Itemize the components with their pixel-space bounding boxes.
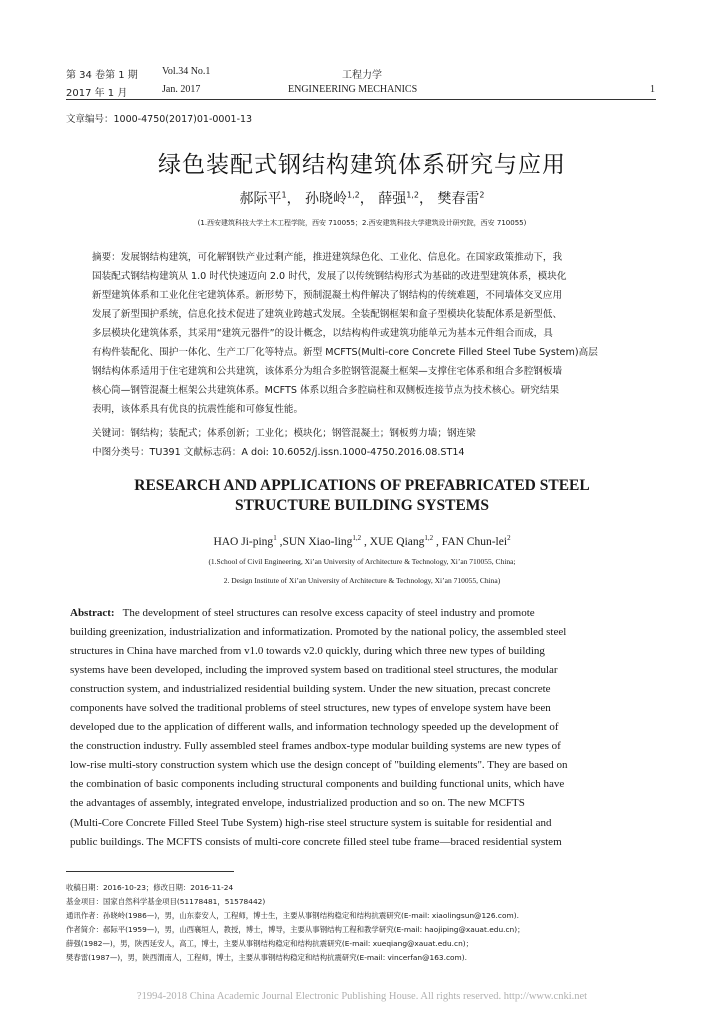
abstract-en-line: the advantages of assembly, integrated envelope, industrialized production and so on. The new MCFTS — [70, 797, 525, 810]
footnote-corresponding: 通讯作者：孙晓岭(1986—)，男，山东泰安人，工程师，博士生，主要从事钢结构稳定和结构抗震研究(E-mail: xiaolingsun@126.com). — [66, 911, 519, 920]
footnote-rule — [66, 871, 234, 872]
abstract-cn-line: 多层模块化建筑体系，其采用“建筑元器件”的设计概念，以结构构件或建筑功能单元为基本元件组合而成，具 — [92, 328, 553, 339]
abstract-en-line: systems have been developed, including the improved system based on traditional steel structures, the modular — [70, 664, 558, 677]
abstract-en — [70, 604, 657, 852]
abstract-cn-line: 发展了新型围护系统，信息化技术促进了建筑业跨越式发展。全装配钢框架和盒子型模块化装配体系是新型低、 — [92, 309, 563, 320]
author-en: SUN Xiao-ling — [282, 535, 353, 548]
header-rule — [66, 99, 656, 100]
abstract-cn-line: 核心筒—钢管混凝土框架公共建筑体系。MCFTS 体系以组合多腔扁柱和双侧板连接节点为技术核心。研究结果 — [92, 385, 560, 396]
author-cn: 郝际平 — [239, 191, 282, 207]
footnote-author-bio: 樊春雷(1987—)，男，陕西渭南人，工程师，博士，主要从事钢结构稳定和结构抗震研究(E-mail: vincerfan@163.com). — [66, 953, 467, 962]
author-separator: ， — [286, 191, 301, 207]
affiliation-en-1: (1.School of Civil Engineering, Xi’an University of Architecture & Technology, Xi’an 710055, China; — [208, 557, 516, 566]
author-en: HAO Ji-ping — [213, 535, 274, 548]
author-sup: 1,2 — [406, 190, 419, 200]
header-date-en: Jan. 2017 — [162, 84, 201, 95]
header-journal-en: ENGINEERING MECHANICS — [288, 84, 418, 95]
authors-cn — [0, 188, 724, 208]
abstract-en-line: (Multi-Core Concrete Filled Steel Tube System) high-rise steel structure system is suitable for residential and — [70, 816, 552, 829]
abstract-en-line: developed due to the application of different walls, and information technology speeded up the development of — [70, 721, 559, 734]
author-sup: 1 — [273, 534, 277, 542]
keywords-cn: 关键词：钢结构；装配式；体系创新；工业化；模块化；钢管混凝土；钢板剪力墙；钢连梁 — [92, 428, 476, 439]
abstract-cn-line: 国装配式钢结构建筑从 1.0 时代快速迈向 2.0 时代，发展了以传统钢结构形式为基础的改进型建筑体系，模块化 — [92, 271, 567, 282]
header-volume-en: Vol.34 No.1 — [162, 66, 211, 77]
footnote-author-bio: 薛强(1982—)，男，陕西延安人，高工，博士，主要从事钢结构稳定和结构抗震研究(E-mail: xueqiang@xauat.edu.cn)； — [66, 939, 474, 948]
affiliation-en-2: 2. Design Institute of Xi’an University of Architecture & Technology, Xi’an 710055, China) — [223, 576, 501, 585]
abstract-cn-line: 表明，该体系具有优良的抗震性能和可修复性能。 — [92, 404, 304, 415]
authors-en: HAO Ji-ping$^1$ ,SUN Xiao-ling$^{1,2}$ , XUE Qiang$^{1,2}$ , FAN Chun-lei$^2$ — [213, 534, 511, 548]
author-sup: 1,2 — [424, 534, 434, 542]
footnote-author-bio: 作者简介：郝际平(1959—)，男，山西襄垣人，教授，博士，博导，主要从事钢结构工程和教学研究(E-mail: haojiping@xauat.edu.cn)； — [66, 925, 525, 934]
footnote-funding: 基金项目：国家自然科学基金项目(51178481，51578442) — [66, 897, 266, 906]
header-volume-cn: 第 34 卷第 1 期 — [66, 70, 138, 81]
abstract-cn-line: 有构件装配化、围护一体化、生产工厂化等特点。新型 MCFTS(Multi-core Concrete Filled Steel Tube System)高层 — [92, 347, 598, 358]
abstract-cn — [92, 248, 660, 419]
abstract-en-line: public buildings. The MCFTS consists of multi-core concrete filled steel tube frame—braced residential system — [70, 835, 562, 848]
footnote-received: 收稿日期：2016-10-23；修改日期：2016-11-24 — [66, 883, 234, 892]
abstract-cn-line: 钢结构体系适用于住宅建筑和公共建筑，该体系分为组合多腔钢管混凝土框架—支撑住宅体系和组合多腔钢板墙 — [92, 366, 563, 377]
abstract-en-line: components have solved the traditional problems of steel structures, new types of envelope system have been — [70, 702, 551, 715]
article-number: 文章编号：1000-4750(2017)01-0001-13 — [66, 114, 253, 125]
header-page-number: 1 — [650, 84, 655, 95]
header-journal-cn: 工程力学 — [342, 70, 382, 81]
abstract-cn-line: 新型建筑体系和工业化住宅建筑体系。新形势下，预制混凝土构件解决了钢结构的传统难题，不同墙体交叉应用 — [92, 290, 563, 301]
abstract-en-line: the construction industry. Fully assembled steel frames andbox-type modular building systems are new types of — [70, 740, 561, 753]
abstract-label: Abstract: — [70, 607, 115, 619]
classification-cn: 中图分类号：TU391 文献标志码：A doi: 10.6052/j.issn.1000-4750.2016.08.ST14 — [92, 447, 465, 458]
author-separator: ， — [418, 191, 433, 207]
author-cn: 孙晓岭 — [305, 191, 348, 207]
abstract-cn-line: 摘要：发展钢结构建筑，可化解钢铁产业过剩产能，推进建筑绿色化、工业化、信息化。在国家政策推动下，我 — [92, 252, 563, 263]
abstract-en-line: structures in China have marched from v1.0 towards v2.0 quickly, during which three new types of building — [70, 645, 545, 658]
title-cn: 绿色装配式钢结构建筑体系研究与应用 — [158, 152, 566, 178]
title-en-line: RESEARCH AND APPLICATIONS OF PREFABRICATED STEEL — [134, 477, 590, 494]
author-cn: 樊春雷 — [437, 191, 480, 207]
author-sup: 1,2 — [347, 190, 360, 200]
author-en: FAN Chun-lei — [441, 535, 508, 548]
header-date-cn: 2017 年 1 月 — [66, 88, 128, 99]
abstract-en-line: construction system, and industrialized residential building system. Under the new situation, precast concrete — [70, 683, 551, 696]
author-cn: 薛强 — [378, 191, 407, 207]
abstract-en-text: The development of steel structures can resolve excess capacity of steel industry and promote — [122, 607, 535, 619]
abstract-en-line — [70, 604, 657, 623]
title-en — [0, 476, 724, 516]
abstract-en-line: the combination of basic components including structural components and building functional units, which have — [70, 778, 565, 791]
author-separator: ， — [359, 191, 374, 207]
author-sup: 1 — [281, 190, 287, 200]
abstract-en-line: building greenization, industrialization and informatization. Promoted by the national policy, the assembled steel — [70, 626, 567, 639]
title-en-line: STRUCTURE BUILDING SYSTEMS — [234, 497, 490, 514]
abstract-en-line: low-rise multi-story construction system which use the design concept of "building elements". They are based on — [70, 759, 568, 772]
affiliation-cn: (1.西安建筑科技大学土木工程学院，西安 710055；2.西安建筑科技大学建筑设计研究院，西安 710055) — [197, 219, 527, 227]
author-sup: 2 — [507, 534, 511, 542]
author-sup: 2 — [479, 190, 485, 200]
author-en: XUE Qiang — [369, 535, 425, 548]
copyright-notice: ?1994-2018 China Academic Journal Electronic Publishing House. All rights reserved. http://www.cnki.net — [136, 991, 588, 1002]
author-sup: 1,2 — [352, 534, 362, 542]
